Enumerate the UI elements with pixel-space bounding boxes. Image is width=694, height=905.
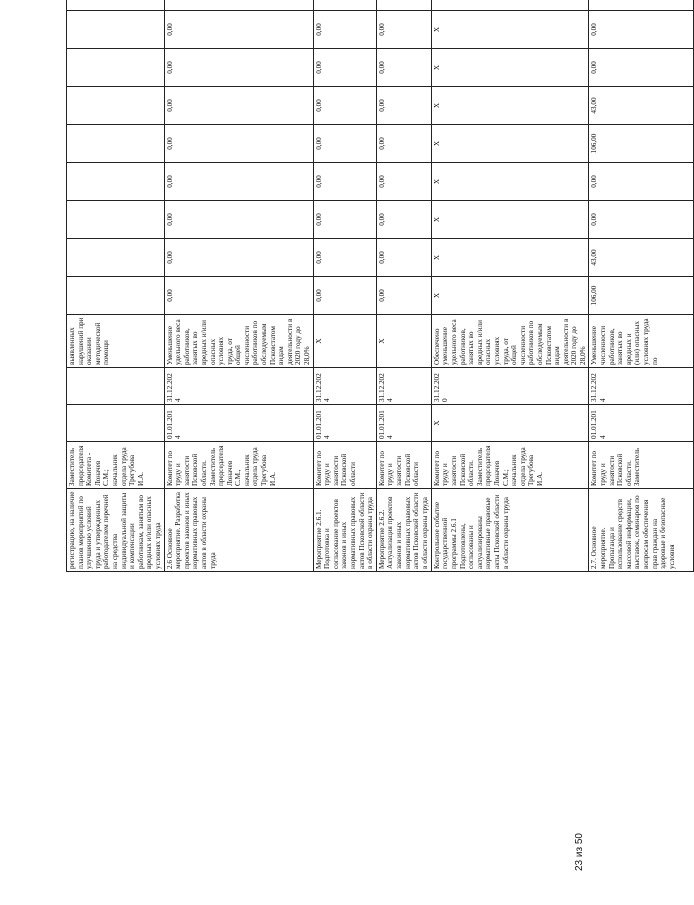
value-cell: 106,00 bbox=[589, 277, 694, 315]
start-date-cell bbox=[67, 405, 165, 442]
value-cell: 0,00 bbox=[164, 201, 313, 239]
start-date-cell: 01.01.2014 bbox=[376, 405, 431, 442]
value-cell bbox=[431, 0, 589, 11]
value-cell: 0,00 bbox=[313, 277, 376, 315]
value-cell: 0,00 bbox=[313, 87, 376, 125]
value-cell: 0,00 bbox=[313, 11, 376, 49]
value-cell: 0,00 bbox=[164, 163, 313, 201]
value-cell: 0,00 bbox=[376, 163, 431, 201]
end-date-cell: 31.12.2024 bbox=[589, 368, 694, 405]
value-cell: 0,00 bbox=[164, 125, 313, 163]
value-cell: X bbox=[431, 49, 589, 87]
responsible-cell: Комитет по труду и занятости Псковской области. Заместитель bbox=[589, 442, 694, 489]
value-cell: 0,00 bbox=[589, 201, 694, 239]
value-cell: X bbox=[431, 125, 589, 163]
result-cell: Обеспечено уменьшение удельного веса работников, занятых во вредных и/или опасных условиях труда, от общей численности работников по обследуемым Псковстатом видам деятельности в 2020 году до 28,0% bbox=[431, 315, 589, 368]
result-cell: Уменьшение удельного веса работников, занятых во вредных и/или опасных условиях труда, от общей численности работников по обследуемым Псковстатом видам деятельности в 2020 году до 28,0% bbox=[164, 315, 313, 368]
value-cell: 0,00 bbox=[313, 239, 376, 277]
table-row bbox=[431, 0, 589, 572]
end-date-cell: 31.12.2020 bbox=[431, 368, 589, 405]
value-cell: 0,00 bbox=[164, 277, 313, 315]
value-cell: 0,00 bbox=[164, 49, 313, 87]
value-cell bbox=[67, 163, 165, 201]
responsible-cell: Комитет по труду и занятости Псковской области bbox=[376, 442, 431, 489]
value-cell bbox=[67, 11, 165, 49]
result-cell: X bbox=[313, 315, 376, 368]
value-cell bbox=[589, 0, 694, 11]
measure-name-cell: Контрольное событие государственной программы 2.6.1 Подготовлены, согласованы и актуализированы нормативные правовые акты Псковской области в области охраны труда bbox=[431, 489, 589, 572]
value-cell bbox=[67, 49, 165, 87]
value-cell: 0,00 bbox=[376, 49, 431, 87]
program-table bbox=[66, 0, 694, 572]
responsible-cell: Заместитель председателя Комитета - Лоначев С.М.; начальник отдела труда Трегубова И.А. bbox=[67, 442, 165, 489]
value-cell bbox=[67, 87, 165, 125]
measure-name-cell: Мероприятие 2.6.2. Актуализация проектов законов и иных нормативных правовых актов Псковской области в области охраны труда bbox=[376, 489, 431, 572]
responsible-cell: Комитет по труду и занятости Псковской области. Заместитель председателя Лоначев С.М.; начальник отдела труда Трегубова И.А. bbox=[431, 442, 589, 489]
value-cell: 0,00 bbox=[313, 125, 376, 163]
value-cell: 0,00 bbox=[376, 239, 431, 277]
value-cell bbox=[67, 277, 165, 315]
value-cell bbox=[376, 0, 431, 11]
value-cell: 0,00 bbox=[376, 125, 431, 163]
rotated-table-area bbox=[66, 23, 676, 572]
result-cell: X bbox=[376, 315, 431, 368]
value-cell: 0,00 bbox=[376, 11, 431, 49]
end-date-cell: 31.12.2024 bbox=[313, 368, 376, 405]
value-cell bbox=[67, 239, 165, 277]
start-date-cell: 01.01.2014 bbox=[313, 405, 376, 442]
table-row bbox=[164, 0, 313, 572]
measure-name-cell: регистрацию, на наличие планов мероприятий по улучшению условий труда и утвержденных работодателем перечней на средства индивидуальной защиты и компенсации работникам, занятым во вредных и/или опасных условиях труда bbox=[67, 489, 165, 572]
value-cell bbox=[67, 201, 165, 239]
value-cell: 0,00 bbox=[164, 87, 313, 125]
measure-name-cell: 2.7. Основное мероприятие. Пропаганда и использование средств массовой информации, выставок, семинаров по вопросам обеспечения прав граждан на здоровые и безопасные условия bbox=[589, 489, 694, 572]
value-cell: 106,00 bbox=[589, 125, 694, 163]
value-cell: 0,00 bbox=[589, 11, 694, 49]
value-cell: 0,00 bbox=[589, 49, 694, 87]
end-date-cell: 31.12.2024 bbox=[164, 368, 313, 405]
measure-name-cell: Мероприятие 2.6.1. Подготовка и согласование проектов законов и иных нормативных правовых актов Псковской области в области охраны труда bbox=[313, 489, 376, 572]
value-cell: 0,00 bbox=[376, 87, 431, 125]
table-row bbox=[376, 0, 431, 572]
table-row bbox=[313, 0, 376, 572]
measure-name-cell: 2.6 Основное мероприятие. Разработка проектов законов и иных нормативных правовых актов в области охраны труда bbox=[164, 489, 313, 572]
value-cell: X bbox=[431, 11, 589, 49]
end-date-cell bbox=[67, 368, 165, 405]
start-date-cell: 01.01.2014 bbox=[589, 405, 694, 442]
page-number: 23 из 50 bbox=[574, 833, 585, 871]
value-cell: X bbox=[431, 163, 589, 201]
start-date-cell: X bbox=[431, 405, 589, 442]
value-cell: X bbox=[431, 201, 589, 239]
value-cell: 0,00 bbox=[313, 49, 376, 87]
value-cell: 43,00 bbox=[589, 239, 694, 277]
value-cell: 0,00 bbox=[164, 11, 313, 49]
responsible-cell: Комитет по труду и занятости Псковской области bbox=[313, 442, 376, 489]
value-cell bbox=[67, 125, 165, 163]
value-cell: 0,00 bbox=[313, 163, 376, 201]
end-date-cell: 31.12.2024 bbox=[376, 368, 431, 405]
responsible-cell: Комитет по труду и занятости Псковской области. Заместитель председателя Лоначев С.М., начальник отдела труда Трегубова И.А. bbox=[164, 442, 313, 489]
value-cell: 0,00 bbox=[376, 201, 431, 239]
value-cell bbox=[67, 0, 165, 11]
value-cell: X bbox=[431, 239, 589, 277]
table-row bbox=[589, 0, 694, 572]
result-cell: выявленных нарушений при оказании методической помощи bbox=[67, 315, 165, 368]
result-cell: Уменьшение численности работников, занятых во вредных и (или) опасных условиях труда по bbox=[589, 315, 694, 368]
value-cell bbox=[313, 0, 376, 11]
value-cell: 0,00 bbox=[164, 239, 313, 277]
table-row bbox=[67, 0, 165, 572]
start-date-cell: 01.01.2014 bbox=[164, 405, 313, 442]
value-cell: 43,00 bbox=[589, 87, 694, 125]
value-cell: X bbox=[431, 87, 589, 125]
value-cell: 0,00 bbox=[589, 163, 694, 201]
value-cell bbox=[164, 0, 313, 11]
value-cell: 0,00 bbox=[376, 277, 431, 315]
value-cell: X bbox=[431, 277, 589, 315]
value-cell: 0,00 bbox=[313, 201, 376, 239]
